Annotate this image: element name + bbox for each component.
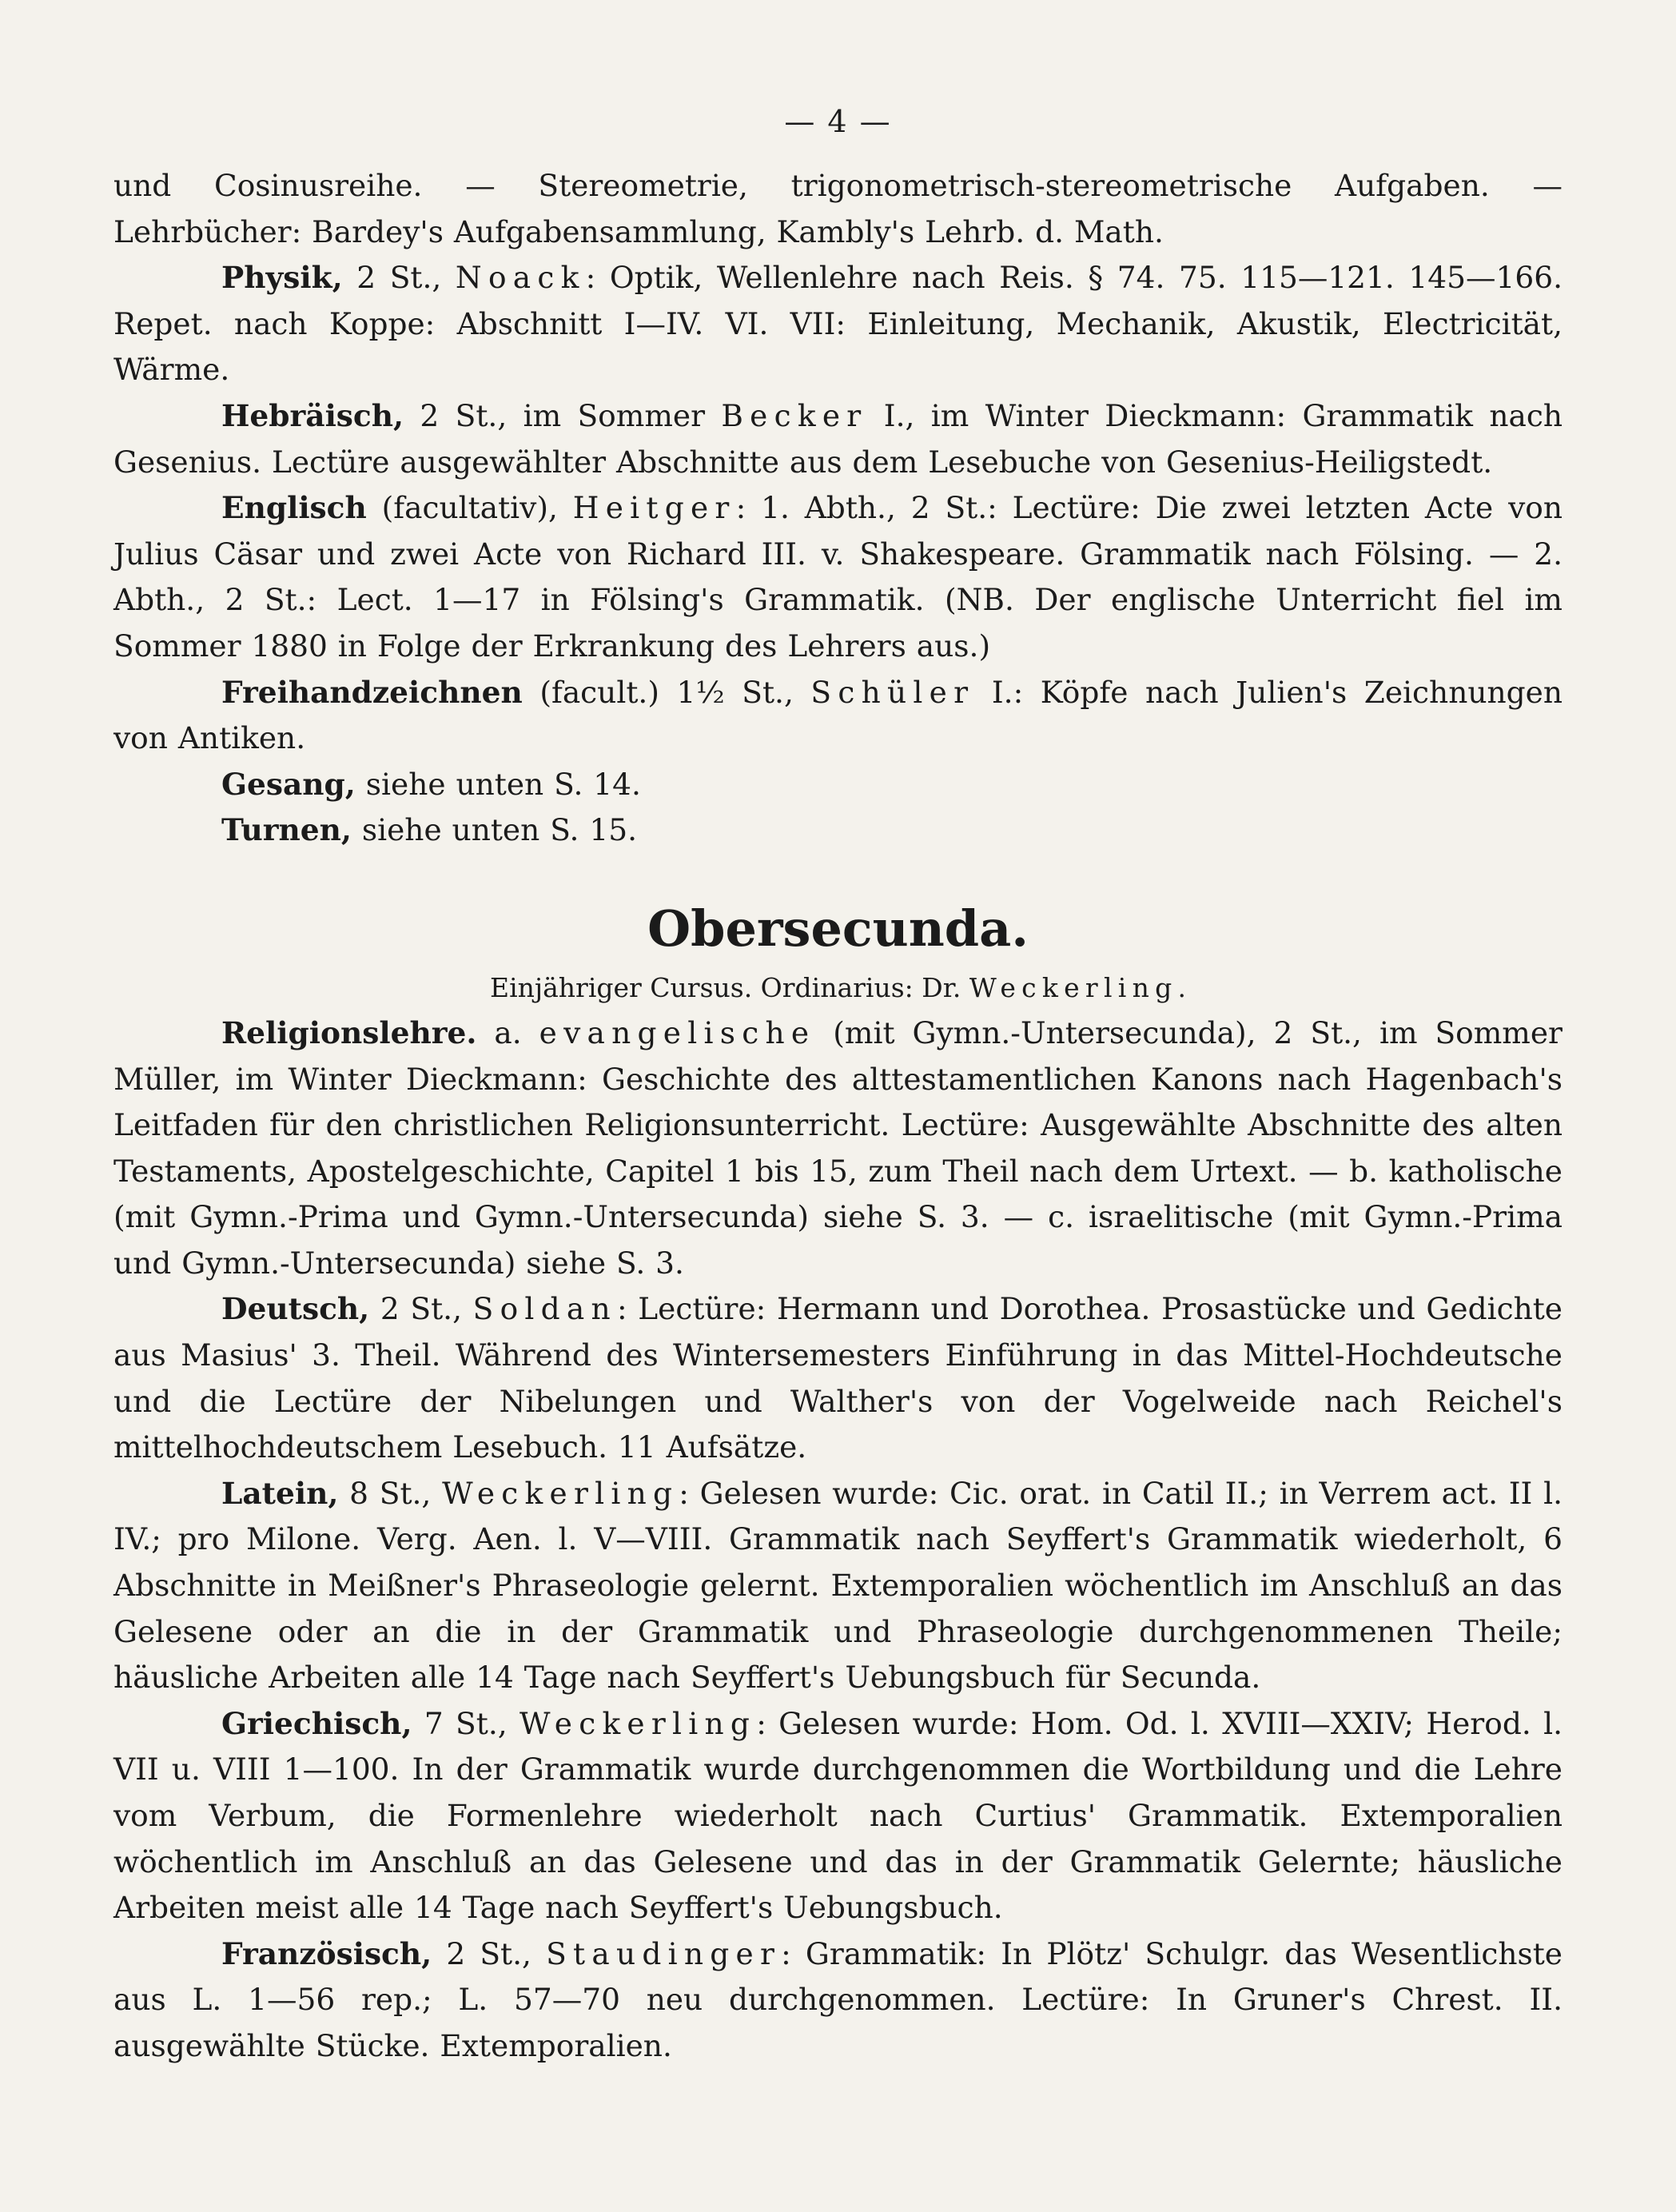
subject-freihandzeichnen	[113, 670, 1563, 762]
subject-before: siehe unten S. 14.	[355, 766, 641, 802]
subject-before: a.	[476, 1014, 539, 1050]
subject-englisch	[113, 485, 1563, 669]
subject-text: (mit Gymn.-Untersecunda), 2 St., im Sommer Müller, im Winter Dieckmann: Geschichte des alttestamentlichen Kanons nach Hagenbach's Leitfaden für den christlichen Religionsunterricht. Lectüre: Ausgewählte Abschnitte des alten Testaments, Apostelgeschichte, Capitel 1 bis 15, zum Theil nach dem Urtext. — b. katholische (mit Gymn.-Prima und Gymn.-Untersecunda) siehe S. 3. — c. israelitische (mit Gymn.-Prima und Gymn.-Untersecunda) siehe S. 3.	[113, 1014, 1563, 1281]
teacher-name: Weckerling	[442, 1475, 679, 1511]
subject-before: 2 St.,	[342, 260, 456, 296]
subject-latein	[113, 1471, 1563, 1701]
subject-name: Freihandzeichnen	[221, 674, 523, 710]
teacher-name: Noack	[455, 260, 586, 296]
subject-name: Gesang,	[221, 766, 356, 802]
subject-text: : Lectüre: Hermann und Dorothea. Prosastücke und Gedichte aus Masius' 3. Theil. Während des Wintersemesters Einführung in das Mittel-Hochdeutsche und die Lectüre der Nibelungen und Walther's von der Vogelweide nach Reichel's mittelhochdeutschem Lesebuch. 11 Aufsätze.	[113, 1291, 1563, 1465]
subject-franzoesisch	[113, 1931, 1563, 2070]
subject-before: siehe unten S. 15.	[351, 812, 638, 848]
teacher-name: Soldan	[472, 1291, 617, 1327]
subject-before: 8 St.,	[338, 1475, 443, 1511]
subtitle-lead: Einjähriger Cursus. Ordinarius: Dr.	[490, 971, 969, 1003]
teacher-name: Staudinger	[546, 1935, 782, 1971]
subject-name: Englisch	[221, 490, 367, 526]
teacher-name: Heitger	[572, 490, 736, 526]
teacher-name: Schüler	[810, 674, 975, 710]
subject-before: (facultativ),	[366, 490, 573, 526]
subject-name: Griechisch,	[221, 1705, 412, 1741]
subject-name: Latein,	[221, 1475, 339, 1511]
subject-before: 2 St.,	[369, 1291, 473, 1327]
subject-hebraeisch	[113, 393, 1563, 485]
page-number: — 4 —	[784, 104, 892, 139]
subject-name: Hebräisch,	[221, 397, 404, 433]
teacher-name: evangelische	[539, 1014, 816, 1050]
section-subtitle	[113, 966, 1563, 1010]
subject-text: I.: Köpfe nach Julien's Zeichnungen von Antiken.	[113, 674, 1563, 756]
subject-text: : Optik, Wellenlehre nach Reis. § 74. 75. 115—121. 145—166. Repet. nach Koppe: Abschnitt I—IV. VI. VII: Einleitung, Mechanik, Akustik, Electricität, Wärme.	[113, 260, 1563, 388]
teacher-name: Becker	[721, 397, 868, 433]
subject-text: : Grammatik: In Plötz' Schulgr. das Wesentlichste aus L. 1—56 rep.; L. 57—70 neu durchgenommen. Lectüre: In Gruner's Chrest. II. ausgewählte Stücke. Extemporalien.	[113, 1935, 1563, 2063]
subject-before: 2 St., im Sommer	[404, 397, 722, 433]
subject-before: (facult.) 1½ St.,	[522, 674, 811, 710]
subject-before: 2 St.,	[432, 1935, 547, 1971]
continuation-paragraph	[113, 163, 1563, 255]
subject-deutsch	[113, 1286, 1563, 1470]
subject-text: I., im Winter Dieckmann: Grammatik nach Gesenius. Lectüre ausgewählter Abschnitte aus dem Lesebuche von Gesenius-Heiligstedt.	[113, 397, 1563, 480]
subject-name: Deutsch,	[221, 1291, 370, 1327]
subject-religionslehre	[113, 1010, 1563, 1287]
subject-before: 7 St.,	[412, 1705, 520, 1741]
subject-turnen	[113, 807, 1563, 854]
subject-text: : Gelesen wurde: Hom. Od. l. XVIII—XXIV; Herod. l. VII u. VIII 1—100. In der Grammatik wurde durchgenommen die Wortbildung und die Lehre vom Verbum, die Formenlehre wiederholt nach Curtius' Grammatik. Extemporalien wöchentlich im Anschluß an das Gelesene und das in der Grammatik Gelernte; häusliche Arbeiten meist alle 14 Tage nach Seyffert's Uebungsbuch.	[113, 1705, 1563, 1926]
subject-name: Religionslehre.	[221, 1014, 477, 1050]
teacher-name: Weckerling	[520, 1705, 757, 1741]
subtitle-teacher: Weckerling	[969, 971, 1178, 1003]
subject-name: Physik,	[221, 260, 343, 296]
subject-text: : Gelesen wurde: Cic. orat. in Catil II.; in Verrem act. II l. IV.; pro Milone. Verg. Aen. l. V—VIII. Grammatik nach Seyffert's Grammatik wiederholt, 6 Abschnitte in Meißner's Phraseologie gelernt. Extemporalien wöchentlich im Anschluß an das Gelesene oder an die in der Grammatik und Phraseologie durchgenommenen Theile; häusliche Arbeiten alle 14 Tage nach Seyffert's Uebungsbuch für Secunda.	[113, 1475, 1563, 1696]
subject-physik	[113, 255, 1563, 393]
subject-text: : 1. Abth., 2 St.: Lectüre: Die zwei letzten Acte von Julius Cäsar und zwei Acte von Richard III. v. Shakespeare. Grammatik nach Fölsing. — 2. Abth., 2 St.: Lect. 1—17 in Fölsing's Grammatik. (NB. Der englische Unterricht fiel im Sommer 1880 in Folge der Erkrankung des Lehrers aus.)	[113, 490, 1563, 664]
subject-gesang	[113, 762, 1563, 808]
continuation-text: und Cosinusreihe. — Stereometrie, trigonometrisch-stereometrische Aufgaben. — Lehrbücher: Bardey's Aufgabensammlung, Kambly's Lehrb. d. Math.	[113, 168, 1563, 249]
section-title: Obersecunda.	[647, 899, 1029, 958]
subtitle-end: .	[1177, 971, 1186, 1003]
subject-griechisch	[113, 1701, 1563, 1931]
subject-name: Französisch,	[221, 1935, 432, 1971]
subject-name: Turnen,	[221, 812, 352, 848]
